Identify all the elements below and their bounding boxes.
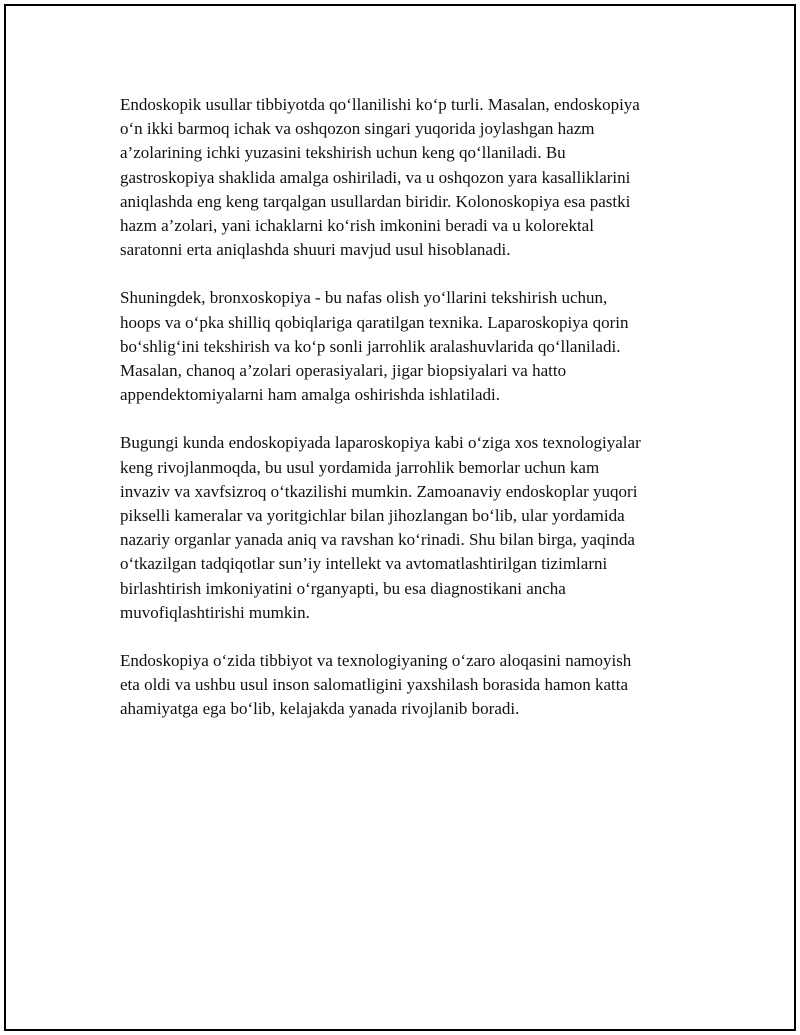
paragraph-3: Bugungi kunda endoskopiyada laparoskopiya kabi o‘ziga xos texnologiyalar keng rivojlanmoqda, bu usul yordamida jarrohlik bemorlar uchun kam invaziv va xavfsizroq o‘tkazilishi mumkin. Zamoanaviy endoskoplar yuqori pikselli kameralar va yoritgichlar bilan jihozlangan bo‘lib, ular yordamida nazariy organlar yanada aniq va ravshan ko‘rinadi. Shu bilan birga, yaqinda o‘tkazilgan tadqiqotlar sun’iy intellekt va avtomatlashtirilgan tizimlarni birlashtirish imkoniyatini o‘rganyapti, bu esa diagnostikani ancha muvofiqlashtirishi mumkin. xyxy=(120,433,641,622)
paragraph-2: Shuningdek, bronxoskopiya - bu nafas olish yo‘llarini tekshirish uchun, hoops va o‘pka shilliq qobiqlariga qaratilgan texnika. Laparoskopiya qorin bo‘shlig‘ini tekshirish va ko‘p sonli jarrohlik aralashuvlarida qo‘llaniladi. Masalan, chanoq a’zolari operasiyalari, jigar biopsiyalari va hatto appendektomiyalarni ham amalga oshirishda ishlatiladi. xyxy=(120,288,629,405)
document-body xyxy=(120,93,700,746)
paragraph-1: Endoskopik usullar tibbiyotda qo‘llanilishi ko‘p turli. Masalan, endoskopiya o‘n ikki barmoq ichak va oshqozon singari yuqorida joylashgan hazm a’zolarining ichki yuzasini tekshirish uchun keng qo‘llaniladi. Bu gastroskopiya shaklida amalga oshiriladi, va u oshqozon yara kasalliklarini aniqlashda eng keng tarqalgan usullardan biridir. Kolonoskopiya esa pastki hazm a’zolari, yani ichaklarni ko‘rish imkonini beradi va u kolorektal saratonni erta aniqlashda shuuri mavjud usul hisoblanadi. xyxy=(120,95,640,260)
paragraph-4: Endoskopiya o‘zida tibbiyot va texnologiyaning o‘zaro aloqasini namoyish eta oldi va ushbu usul inson salomatligini yaxshilash borasida hamon katta ahamiyatga ega bo‘lib, kelajakda yanada rivojlanib boradi. xyxy=(120,651,632,719)
document-page xyxy=(4,4,796,1031)
